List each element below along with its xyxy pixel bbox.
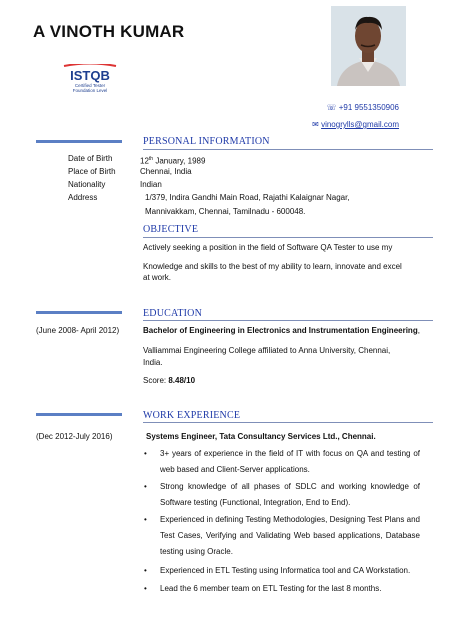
bullet-icon: •	[144, 449, 147, 458]
bullet-icon: •	[144, 566, 147, 575]
education-rule	[143, 320, 433, 321]
bullet-icon: •	[144, 515, 147, 524]
objective-line3: at work.	[143, 273, 172, 282]
work-role: Systems Engineer, Tata Consultancy Services Ltd., Chennai.	[146, 432, 376, 441]
objective-rule	[143, 237, 433, 238]
candidate-name: A VINOTH KUMAR	[33, 22, 185, 41]
work-section-title: WORK EXPERIENCE	[143, 410, 241, 421]
dob-value: 12th January, 1989	[140, 156, 206, 166]
bullet-icon: •	[144, 482, 147, 491]
address-value-line2: Mannivakkam, Chennai, Tamilnadu - 600048.	[145, 207, 306, 216]
nationality-label: Nationality	[68, 180, 106, 189]
education-section-title: EDUCATION	[143, 308, 203, 319]
bullet-icon: •	[144, 584, 147, 593]
logo-text: ISTQB	[70, 68, 110, 83]
objective-line2: Knowledge and skills to the best of my ability to learn, innovate and excel	[143, 262, 402, 271]
email-link[interactable]: vinogrylls@gmail.com	[321, 120, 399, 129]
phone-line	[326, 103, 399, 112]
education-college-line1: Valliammai Engineering College affiliated to Anna University, Chennai,	[143, 346, 391, 355]
logo-sub2: Foundation Level	[72, 88, 108, 93]
objective-line1: Actively seeking a position in the field of Software QA Tester to use my	[143, 243, 393, 252]
work-rule	[143, 422, 433, 423]
nationality-value: Indian	[140, 180, 162, 189]
work-bullet-5: • Lead the 6 member team on ETL Testing for the last 8 months.	[144, 581, 420, 597]
section-bar-personal	[36, 140, 122, 143]
work-bullet-1: • 3+ years of experience in the field of IT with focus on QA and testing of web based and Client-Server applications.	[144, 446, 420, 478]
pob-value: Chennai, India	[140, 167, 192, 176]
pob-label: Place of Birth	[68, 167, 116, 176]
work-bullet-3: • Experienced in defining Testing Methodologies, Designing Test Plans and Test Cases, Verifying and Validating Web based applications, Database testing using Oracle.	[144, 512, 420, 560]
education-score: Score: 8.48/10	[143, 376, 196, 385]
mail-icon: ✉	[312, 120, 319, 129]
address-value-line1: 1/379, Indira Gandhi Main Road, Rajathi Kalaignar Nagar,	[145, 193, 350, 202]
section-bar-education	[36, 311, 122, 314]
objective-section-title: OBJECTIVE	[143, 224, 199, 235]
personal-rule	[143, 149, 433, 150]
work-date: (Dec 2012-July 2016)	[36, 432, 113, 441]
profile-photo	[331, 6, 406, 86]
phone-number: +91 9551350906	[338, 103, 399, 112]
address-label: Address	[68, 193, 98, 202]
phone-icon: ☏	[326, 103, 337, 112]
istqb-logo	[60, 64, 120, 98]
section-bar-work	[36, 413, 122, 416]
education-degree: Bachelor of Engineering in Electronics and Instrumentation Engineering,	[143, 326, 420, 335]
email-line	[312, 120, 399, 129]
personal-section-title: PERSONAL INFORMATION	[143, 136, 270, 147]
logo-sub1: Certified Tester	[74, 83, 106, 88]
dob-label: Date of Birth	[68, 154, 113, 163]
work-bullet-2: • Strong knowledge of all phases of SDLC and working knowledge of Software testing (Functional, Integration, End to End).	[144, 479, 420, 511]
work-bullet-4: • Experienced in ETL Testing using Informatica tool and CA Workstation.	[144, 563, 420, 579]
education-college-line2: India.	[143, 358, 163, 367]
education-date: (June 2008- April 2012)	[36, 326, 120, 335]
